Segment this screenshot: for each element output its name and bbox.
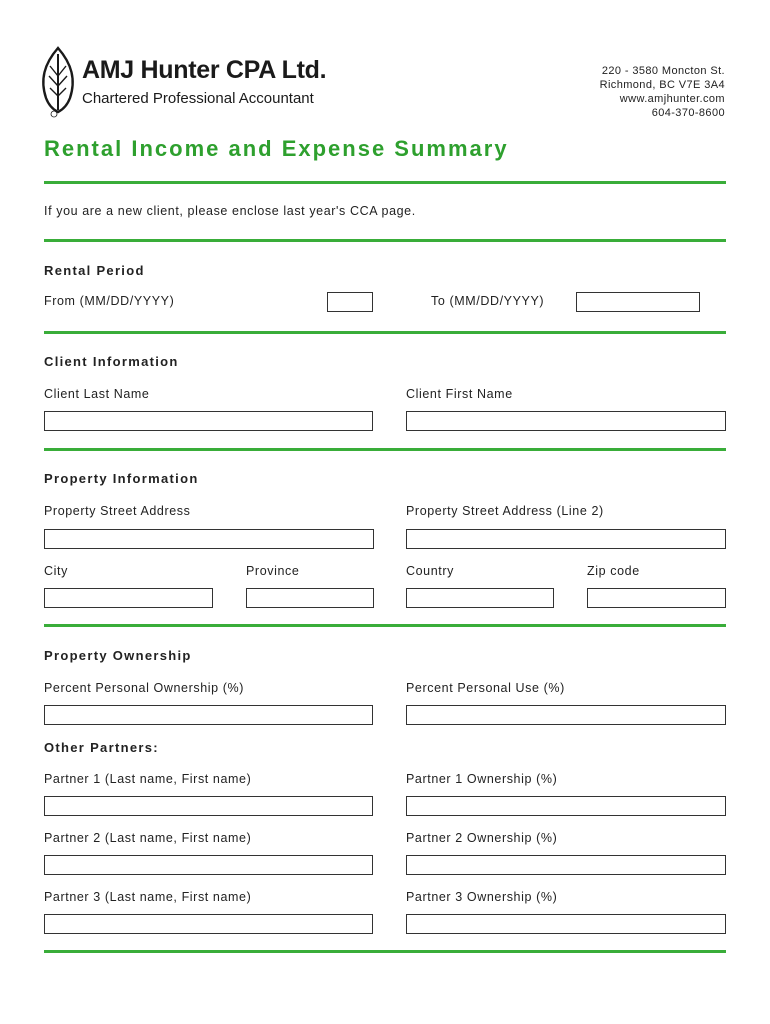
client-info-heading: Client Information [44, 354, 179, 369]
address-line-2: Richmond, BC V7E 3A4 [599, 79, 725, 91]
divider [44, 239, 726, 242]
partner-3-ownership-label: Partner 3 Ownership (%) [406, 890, 558, 904]
from-date-label: From (MM/DD/YYYY) [44, 294, 175, 308]
country-field[interactable] [406, 588, 554, 608]
company-name: AMJ Hunter CPA Ltd. [82, 56, 327, 84]
personal-use-field[interactable] [406, 705, 726, 725]
zip-code-label: Zip code [587, 564, 640, 578]
partner-1-ownership-label: Partner 1 Ownership (%) [406, 772, 558, 786]
page-title: Rental Income and Expense Summary [44, 136, 509, 161]
client-first-name-field[interactable] [406, 411, 726, 431]
client-last-name-field[interactable] [44, 411, 373, 431]
property-address2-label: Property Street Address (Line 2) [406, 504, 604, 518]
partner-3-ownership-field[interactable] [406, 914, 726, 934]
property-address-label: Property Street Address [44, 504, 191, 518]
divider [44, 181, 726, 184]
other-partners-heading: Other Partners: [44, 740, 159, 755]
partner-1-name-label: Partner 1 (Last name, First name) [44, 772, 252, 786]
partner-3-name-label: Partner 3 (Last name, First name) [44, 890, 252, 904]
partner-3-name-field[interactable] [44, 914, 373, 934]
to-date-field[interactable] [576, 292, 700, 312]
province-label: Province [246, 564, 300, 578]
personal-ownership-field[interactable] [44, 705, 373, 725]
divider [44, 624, 726, 627]
zip-code-field[interactable] [587, 588, 726, 608]
client-first-name-label: Client First Name [406, 387, 513, 401]
to-date-label: To (MM/DD/YYYY) [431, 294, 545, 308]
property-info-heading: Property Information [44, 471, 199, 486]
divider [44, 950, 726, 953]
country-label: Country [406, 564, 454, 578]
partner-1-name-field[interactable] [44, 796, 373, 816]
from-date-field[interactable] [327, 292, 373, 312]
address-line-1: 220 - 3580 Moncton St. [601, 65, 725, 77]
partner-2-name-field[interactable] [44, 855, 373, 875]
rental-period-heading: Rental Period [44, 263, 145, 278]
partner-2-ownership-label: Partner 2 Ownership (%) [406, 831, 558, 845]
partner-2-name-label: Partner 2 (Last name, First name) [44, 831, 252, 845]
divider [44, 448, 726, 451]
personal-use-label: Percent Personal Use (%) [406, 681, 565, 695]
city-field[interactable] [44, 588, 213, 608]
property-address-field[interactable] [44, 529, 374, 549]
website: www.amjhunter.com [619, 93, 725, 105]
partner-2-ownership-field[interactable] [406, 855, 726, 875]
personal-ownership-label: Percent Personal Ownership (%) [44, 681, 245, 695]
province-field[interactable] [246, 588, 374, 608]
partner-1-ownership-field[interactable] [406, 796, 726, 816]
city-label: City [44, 564, 68, 578]
leaf-logo-icon [38, 46, 78, 118]
client-last-name-label: Client Last Name [44, 387, 150, 401]
new-client-note: If you are a new client, please enclose last year's CCA page. [44, 204, 416, 218]
divider [44, 331, 726, 334]
phone: 604-370-8600 [651, 107, 725, 119]
company-subtitle: Chartered Professional Accountant [82, 90, 314, 107]
ownership-heading: Property Ownership [44, 648, 192, 663]
property-address2-field[interactable] [406, 529, 726, 549]
